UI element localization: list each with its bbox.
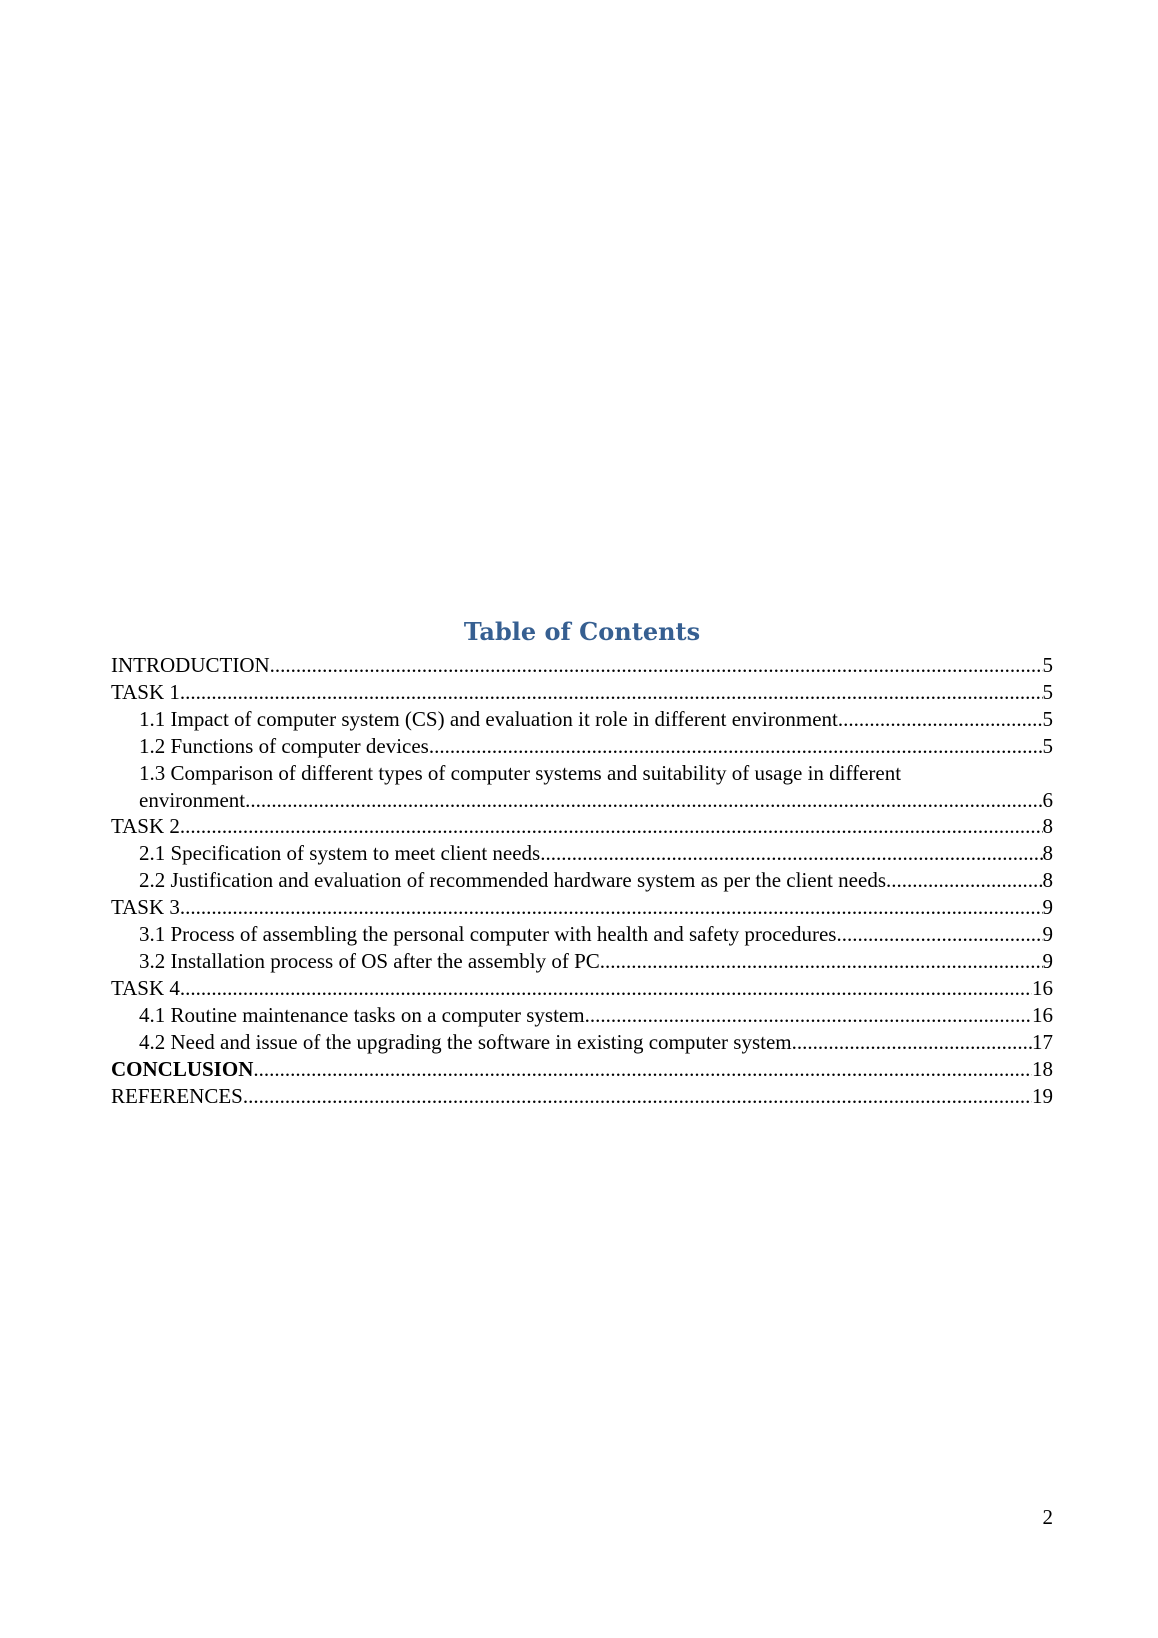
toc-entry-label: 3.1 Process of assembling the personal computer with health and safety procedures [139,922,837,947]
dot-leader [429,733,1043,760]
dot-leader [245,787,1042,814]
dot-leader [243,1083,1032,1110]
toc-entry-page: 17 [1032,1029,1053,1054]
toc-entry-page: 18 [1032,1056,1053,1081]
toc-entry-page: 9 [1042,895,1053,920]
toc-entry-label: 2.1 Specification of system to meet client needs [139,841,541,866]
toc-entry-1-1[interactable] [111,706,1053,733]
toc-entry-introduction[interactable] [111,652,1053,679]
toc-entry-page: 9 [1042,948,1053,973]
toc-entry-task-1[interactable] [111,679,1053,706]
toc-entry-label: 2.2 Justification and evaluation of recommended hardware system as per the client needs [139,868,886,893]
toc-entry-page: 8 [1042,868,1053,893]
toc-list [111,652,1053,1109]
toc-entry-label-line-2-row [139,787,1053,814]
dot-leader [180,894,1043,921]
toc-entry-label: CONCLUSION [111,1056,254,1081]
toc-entry-1-2[interactable] [111,733,1053,760]
toc-entry-4-1[interactable] [111,1002,1053,1029]
toc-entry-conclusion[interactable] [111,1056,1053,1083]
toc-entry-page: 8 [1042,841,1053,866]
toc-entry-label: TASK 1 [111,679,180,704]
toc-entry-page: 19 [1032,1083,1053,1108]
dot-leader [585,1002,1032,1029]
dot-leader [253,1056,1032,1083]
toc-entry-2-2[interactable] [111,867,1053,894]
dot-leader [180,975,1032,1002]
toc-entry-page: 16 [1032,975,1053,1000]
toc-entry-1-3[interactable] [111,760,1053,814]
toc-entry-label-line-2: environment [139,787,246,812]
toc-entry-page: 16 [1032,1002,1053,1027]
toc-entry-4-2[interactable] [111,1029,1053,1056]
toc-entry-3-2[interactable] [111,948,1053,975]
toc-entry-label: TASK 2 [111,814,180,839]
toc-entry-label: INTRODUCTION [111,653,270,677]
toc-entry-page: 6 [1042,787,1053,812]
toc-entry-page: 8 [1042,814,1053,839]
toc-entry-page: 5 [1042,733,1053,758]
dot-leader [180,813,1043,840]
toc-entry-task-4[interactable] [111,975,1053,1002]
dot-leader [540,840,1042,867]
table-of-contents [111,612,1053,1109]
dot-leader [838,706,1043,733]
dot-leader [600,948,1043,975]
dot-leader [270,652,1043,679]
toc-entry-2-1[interactable] [111,840,1053,867]
toc-entry-page: 5 [1042,653,1053,677]
toc-entry-page: 5 [1042,679,1053,704]
toc-entry-3-1[interactable] [111,921,1053,948]
toc-entry-references[interactable] [111,1083,1053,1110]
toc-entry-label: TASK 3 [111,895,180,920]
toc-entry-page: 5 [1042,706,1053,731]
dot-leader [180,679,1043,706]
toc-title: Table of Contents [463,617,701,646]
toc-entry-label-line-1: 1.3 Comparison of different types of computer systems and suitability of usage in different [139,760,902,785]
toc-entry-page: 9 [1042,922,1053,947]
page-number: 2 [1042,1505,1053,1529]
toc-entry-label: 1.2 Functions of computer devices [139,733,429,758]
toc-entry-label: REFERENCES [111,1083,243,1108]
toc-entry-task-2[interactable] [111,813,1053,840]
toc-entry-label: 4.2 Need and issue of the upgrading the software in existing computer system [139,1029,792,1054]
dot-leader [836,921,1042,948]
dot-leader [792,1029,1032,1056]
toc-entry-label: TASK 4 [111,975,180,1000]
toc-entry-label: 1.1 Impact of computer system (CS) and evaluation it role in different environment [139,706,838,731]
dot-leader [886,867,1043,894]
toc-entry-task-3[interactable] [111,894,1053,921]
toc-entry-label: 3.2 Installation process of OS after the assembly of PC [139,948,600,973]
toc-entry-label: 4.1 Routine maintenance tasks on a computer system [139,1002,585,1027]
